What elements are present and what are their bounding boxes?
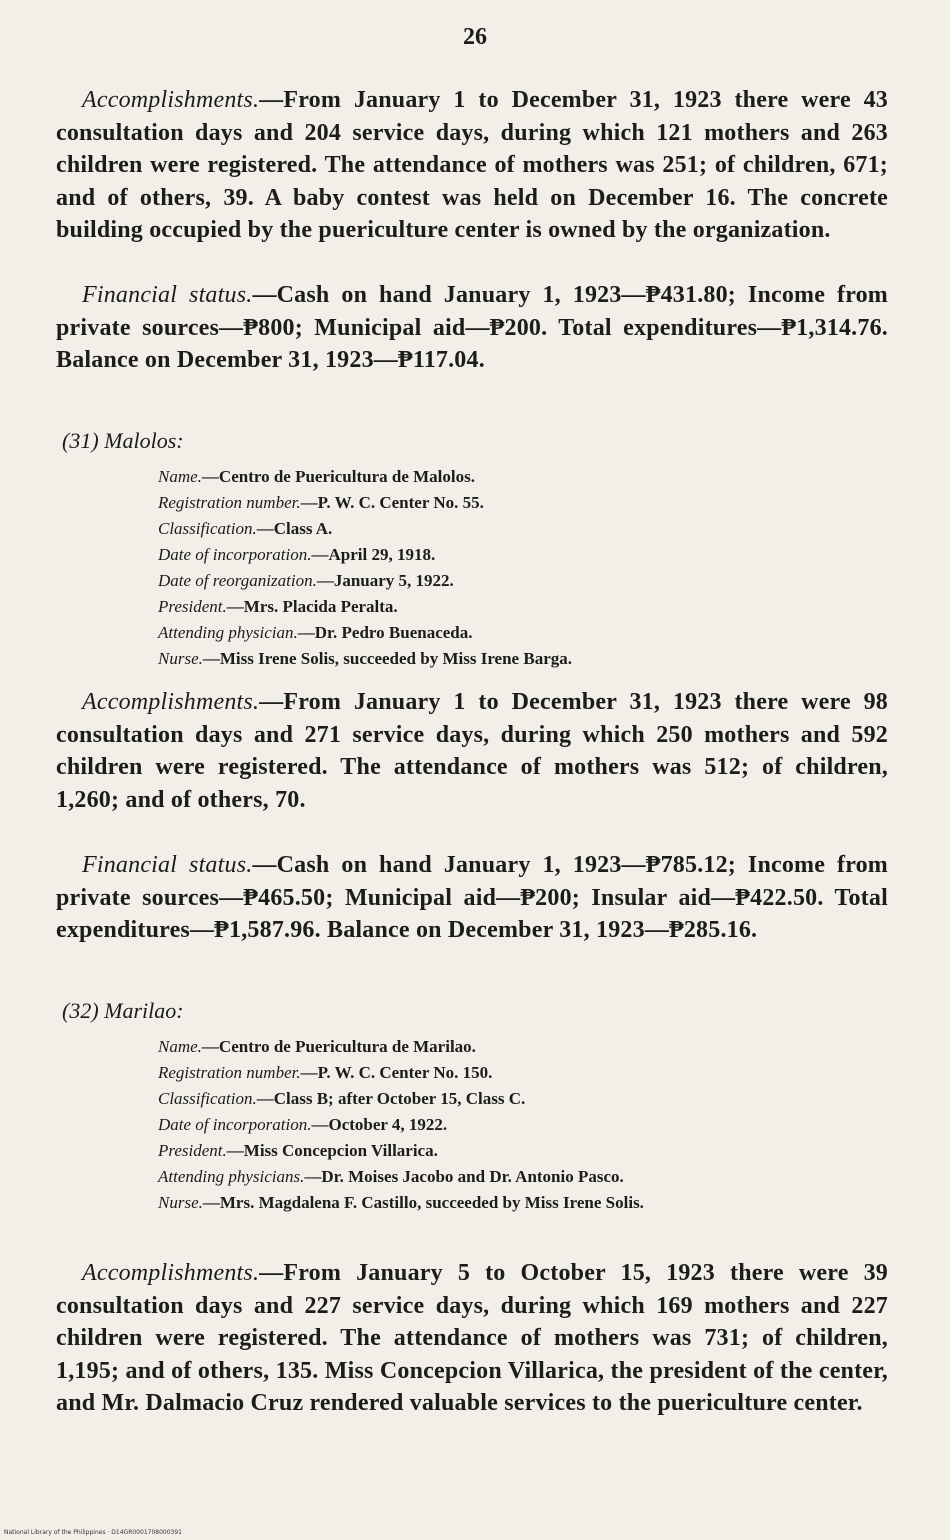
detail-row: Nurse.—Mrs. Magdalena F. Castillo, succeeded by Miss Irene Solis.: [158, 1193, 644, 1212]
section-title: Marilao:: [104, 998, 184, 1023]
section-number: (31): [62, 428, 99, 453]
scan-footer: National Library of the Philippines · D14GR0001708000391: [4, 1529, 182, 1536]
paragraph-lead: Financial status.: [82, 852, 253, 878]
detail-row: Nurse.—Miss Irene Solis, succeeded by Miss Irene Barga.: [158, 649, 572, 668]
financial-status-paragraph-2: [56, 849, 888, 947]
accomplishments-paragraph-3: [56, 1257, 888, 1420]
section-title: Malolos:: [104, 428, 184, 453]
paragraph-lead: Accomplishments.: [82, 87, 260, 113]
detail-row: Attending physicians.—Dr. Moises Jacobo and Dr. Antonio Pasco.: [158, 1167, 624, 1186]
paragraph-text: —Cash on hand January 1, 1923—₱785.12; Income from private sources—₱465.50; Municipal aid—₱200; Insular aid—₱422.50. Total expenditures—₱1,587.96. Balance on December 31, 1923—₱285.16.: [56, 852, 888, 943]
details-block-marilao: [158, 1034, 898, 1216]
detail-row: Attending physician.—Dr. Pedro Buenaceda.: [158, 623, 473, 642]
paragraph-text: —From January 5 to October 15, 1923 there were 39 consultation days and 227 service days, during which 169 mothers and 227 children were registered. The attendance of mothers was 731; of children, 1,195; and of others, 135. Miss Concepcion Villarica, the president of the center, and Mr. Dalmacio Cruz rendered valuable services to the puericulture center.: [56, 1260, 888, 1416]
financial-status-paragraph-1: [56, 279, 888, 377]
paragraph-lead: Financial status.: [82, 282, 253, 308]
detail-row: Registration number.—P. W. C. Center No. 150.: [158, 1063, 493, 1082]
accomplishments-paragraph-2: [56, 686, 888, 816]
paragraph-text: —From January 1 to December 31, 1923 there were 98 consultation days and 271 service days, during which 250 mothers and 592 children were registered. The attendance of mothers was 512; of children, 1,260; and of others, 70.: [56, 689, 888, 813]
detail-row: Date of reorganization.—January 5, 1922.: [158, 571, 454, 590]
paragraph-text: —From January 1 to December 31, 1923 there were 43 consultation days and 204 service days, during which 121 mothers and 263 children were registered. The attendance of mothers was 251; of children, 671; and of others, 39. A baby contest was held on December 16. The concrete building occupied by the puericulture center is owned by the organization.: [56, 87, 888, 243]
section-heading-malolos: [62, 428, 184, 454]
section-heading-marilao: [62, 998, 184, 1024]
detail-row: Date of incorporation.—October 4, 1922.: [158, 1115, 448, 1134]
paragraph-lead: Accomplishments.: [82, 689, 260, 715]
detail-row: Name.—Centro de Puericultura de Marilao.: [158, 1037, 476, 1056]
paragraph-text: —Cash on hand January 1, 1923—₱431.80; Income from private sources—₱800; Municipal aid—₱200. Total expenditures—₱1,314.76. Balance on December 31, 1923—₱117.04.: [56, 282, 888, 373]
detail-row: Name.—Centro de Puericultura de Malolos.: [158, 467, 475, 486]
detail-row: Registration number.—P. W. C. Center No. 55.: [158, 493, 484, 512]
detail-row: President.—Mrs. Placida Peralta.: [158, 597, 398, 616]
detail-row: Classification.—Class A.: [158, 519, 333, 538]
paragraph-lead: Accomplishments.: [82, 1260, 260, 1286]
detail-row: President.—Miss Concepcion Villarica.: [158, 1141, 438, 1160]
page-number: 26: [463, 24, 487, 50]
accomplishments-paragraph-1: [56, 84, 888, 247]
details-block-malolos: [158, 464, 898, 672]
detail-row: Classification.—Class B; after October 15, Class C.: [158, 1089, 526, 1108]
detail-row: Date of incorporation.—April 29, 1918.: [158, 545, 436, 564]
section-number: (32): [62, 998, 99, 1023]
